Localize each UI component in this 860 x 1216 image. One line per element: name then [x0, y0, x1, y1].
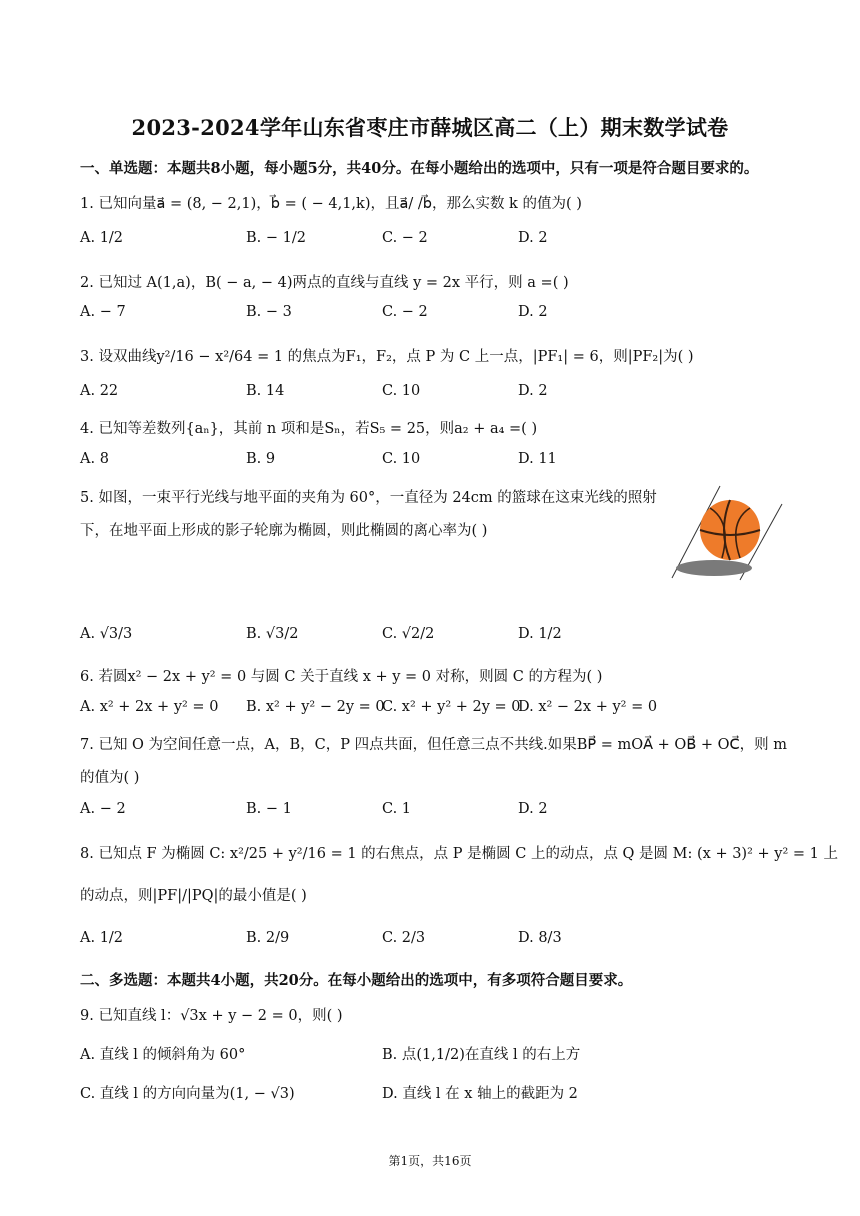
q6-option-c: C. x² + y² + 2y = 0	[382, 699, 521, 715]
q5-option-a: A. √3/3	[80, 626, 133, 642]
page-footer: 第1页，共16页	[388, 1154, 472, 1168]
q4-option-b: B. 9	[246, 451, 276, 467]
q3-option-c: C. 10	[382, 383, 421, 399]
q7-option-c: C. 1	[382, 801, 412, 817]
question-3: 3. 设双曲线y²/16 − x²/64 = 1 的焦点为F₁，F₂，点 P 为 C 上一点，|PF₁| = 6，则|PF₂|为( )	[80, 349, 694, 365]
question-5-line-2: 下，在地平面上形成的影子轮廓为椭圆，则此椭圆的离心率为( )	[80, 523, 488, 539]
question-2: 2. 已知过 A(1,a)，B( − a, − 4)两点的直线与直线 y = 2x 平行，则 a =( )	[80, 275, 569, 291]
q6-option-a: A. x² + 2x + y² = 0	[80, 699, 219, 715]
section-heading-single-choice: 一、单选题：本题共8小题，每小题5分，共40分。在每小题给出的选项中，只有一项是符合题目要求的。	[80, 160, 759, 177]
question-6: 6. 若圆x² − 2x + y² = 0 与圆 C 关于直线 x + y = 0 对称，则圆 C 的方程为( )	[80, 669, 603, 685]
question-7-line-2: 的值为( )	[80, 770, 140, 786]
q1-option-a: A. 1/2	[80, 230, 124, 246]
question-5-line-1: 5. 如图，一束平行光线与地平面的夹角为 60°，一直径为 24cm 的篮球在这束光线的照射	[80, 490, 657, 506]
q5-option-c: C. √2/2	[382, 626, 435, 642]
q7-option-a: A. − 2	[80, 801, 126, 817]
q2-option-d: D. 2	[518, 304, 548, 320]
q4-option-c: C. 10	[382, 451, 421, 467]
q9-option-d: D. 直线 l 在 x 轴上的截距为 2	[382, 1086, 578, 1102]
q4-option-a: A. 8	[80, 451, 109, 467]
q3-option-b: B. 14	[246, 383, 285, 399]
q5-option-d: D. 1/2	[518, 626, 562, 642]
q8-option-d: D. 8/3	[518, 930, 562, 946]
q7-option-b: B. − 1	[246, 801, 292, 817]
page-title: 2023-2024学年山东省枣庄市薛城区高二（上）期末数学试卷	[131, 115, 729, 140]
q9-option-a: A. 直线 l 的倾斜角为 60°	[80, 1047, 246, 1063]
q6-option-b: B. x² + y² − 2y = 0	[246, 699, 385, 715]
q8-option-a: A. 1/2	[80, 930, 124, 946]
q4-option-d: D. 11	[518, 451, 557, 467]
question-7-line-1: 7. 已知 O 为空间任意一点，A，B，C，P 四点共面，但任意三点不共线.如果BP⃗ = mOA⃗ + OB⃗ + OC⃗，则 m	[80, 737, 788, 753]
q5-option-b: B. √3/2	[246, 626, 299, 642]
question-4: 4. 已知等差数列{aₙ}，其前 n 项和是Sₙ，若S₅ = 25，则a₂ + a₄ =( )	[80, 421, 538, 437]
q9-option-c: C. 直线 l 的方向向量为(1, − √3)	[80, 1086, 295, 1102]
q3-option-d: D. 2	[518, 383, 548, 399]
q1-option-b: B. − 1/2	[246, 230, 306, 246]
q1-option-c: C. − 2	[382, 230, 428, 246]
basketball-illustration	[670, 482, 786, 582]
question-9: 9. 已知直线 l：√3x + y − 2 = 0，则( )	[80, 1008, 343, 1024]
q2-option-b: B. − 3	[246, 304, 292, 320]
q8-option-b: B. 2/9	[246, 930, 290, 946]
question-8-line-1: 8. 已知点 F 为椭圆 C: x²/25 + y²/16 = 1 的右焦点，点 P 是椭圆 C 上的动点，点 Q 是圆 M: (x + 3)² + y² = 1 上	[80, 846, 838, 862]
q7-option-d: D. 2	[518, 801, 548, 817]
q9-option-b: B. 点(1,1/2)在直线 l 的右上方	[382, 1047, 581, 1063]
q2-option-a: A. − 7	[80, 304, 126, 320]
question-8-line-2: 的动点，则|PF|/|PQ|的最小值是( )	[80, 888, 307, 904]
section-heading-multiple-choice: 二、多选题：本题共4小题，共20分。在每小题给出的选项中，有多项符合题目要求。	[80, 972, 633, 989]
q8-option-c: C. 2/3	[382, 930, 426, 946]
q1-option-d: D. 2	[518, 230, 548, 246]
q2-option-c: C. − 2	[382, 304, 428, 320]
question-1: 1. 已知向量a⃗ = (8, − 2,1)，b⃗ = ( − 4,1,k)，且a⃗/ /b⃗，那么实数 k 的值为( )	[80, 196, 582, 212]
q3-option-a: A. 22	[80, 383, 119, 399]
q6-option-d: D. x² − 2x + y² = 0	[518, 699, 658, 715]
